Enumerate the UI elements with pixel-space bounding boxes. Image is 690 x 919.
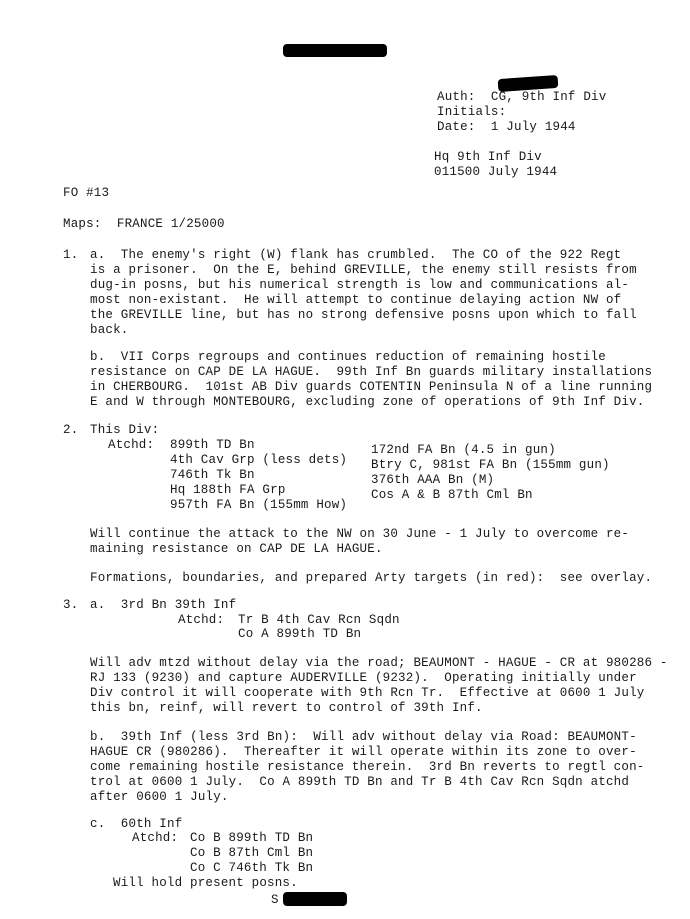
para3b-line-5: after 0600 1 July.: [90, 790, 229, 804]
footer-mark: S: [271, 893, 279, 907]
maps-line: Maps: FRANCE 1/25000: [63, 217, 225, 231]
para1a-line-2: is a prisoner. On the E, behind GREVILLE, the enemy still resists from: [90, 263, 637, 277]
para3c-title: c. 60th Inf: [90, 817, 183, 831]
redaction-bar-bottom: [283, 892, 347, 906]
para2-unit-right-1: 172nd FA Bn (4.5 in gun): [371, 443, 556, 457]
para3b-line-4: trol at 0600 1 July. Co A 899th TD Bn and Tr B 4th Cav Rcn Sqdn atchd: [90, 775, 630, 789]
para1-number: 1.: [63, 248, 79, 262]
para3b-line-3: come remaining hostile resistance therein. 3rd Bn reverts to regtl con-: [90, 760, 645, 774]
para2-unit-left-3: 746th Tk Bn: [170, 468, 255, 482]
para2-unit-left-4: Hq 188th FA Grp: [170, 483, 286, 497]
para2-atchd-label: Atchd:: [108, 438, 155, 452]
para2-unit-right-4: Cos A & B 87th Cml Bn: [371, 488, 533, 502]
redaction-bar-top: [283, 44, 387, 57]
para1a-line-5: the GREVILLE line, but has no strong defensive posns upon which to fall: [90, 308, 637, 322]
para3a-line-4: this bn, reinf, will revert to control of 39th Inf.: [90, 701, 483, 715]
para3b-line-2: HAGUE CR (980286). Thereafter it will operate within its zone to over-: [90, 745, 637, 759]
para2-unit-left-1: 899th TD Bn: [170, 438, 255, 452]
para3a-line-2: RJ 133 (9230) and capture AUDERVILLE (9232). Operating initially under: [90, 671, 637, 685]
para3a-atchd-item-1: Tr B 4th Cav Rcn Sqdn: [238, 613, 400, 627]
para3c-hold-line: Will hold present posns.: [113, 876, 298, 890]
para2-unit-right-2: Btry C, 981st FA Bn (155mm gun): [371, 458, 610, 472]
initials-line: Initials:: [437, 105, 507, 119]
para2-formations-line: Formations, boundaries, and prepared Arty targets (in red): see overlay.: [90, 571, 653, 585]
para3c-atchd-item-3: Co C 746th Tk Bn: [190, 861, 314, 875]
dtg-line: 011500 July 1944: [434, 165, 558, 179]
para3c-atchd-item-1: Co B 899th TD Bn: [190, 831, 314, 845]
para1b-line-3: in CHERBOURG. 101st AB Div guards COTENTIN Peninsula N of a line running: [90, 380, 653, 394]
para3c-atchd-item-2: Co B 87th Cml Bn: [190, 846, 314, 860]
para1b-line-4: E and W through MONTEBOURG, excluding zone of operations of 9th Inf Div.: [90, 395, 645, 409]
para2-unit-left-5: 957th FA Bn (155mm How): [170, 498, 348, 512]
para2-continue-line-2: maining resistance on CAP DE LA HAGUE.: [90, 542, 383, 556]
para1a-line-6: back.: [90, 323, 129, 337]
para3c-atchd-label: Atchd:: [132, 831, 179, 845]
para3a-title: a. 3rd Bn 39th Inf: [90, 598, 237, 612]
para1a-line-3: dug-in posns, but his numerical strength is low and communications al-: [90, 278, 630, 292]
para3a-line-1: Will adv mtzd without delay via the road; BEAUMONT - HAGUE - CR at 980286 -: [90, 656, 668, 670]
para1b-line-2: resistance on CAP DE LA HAGUE. 99th Inf Bn guards military installations: [90, 365, 653, 379]
para1b-line-1: b. VII Corps regroups and continues reduction of remaining hostile: [90, 350, 606, 364]
para3a-atchd-label: Atchd:: [178, 613, 225, 627]
para2-title: This Div:: [90, 423, 160, 437]
para2-number: 2.: [63, 423, 79, 437]
field-order-number: FO #13: [63, 186, 110, 200]
para3b-line-1: b. 39th Inf (less 3rd Bn): Will adv without delay via Road: BEAUMONT-: [90, 730, 637, 744]
para3a-atchd-item-2: Co A 899th TD Bn: [238, 627, 362, 641]
date-line: Date: 1 July 1944: [437, 120, 576, 134]
para3-number: 3.: [63, 598, 79, 612]
auth-line: Auth: CG, 9th Inf Div: [437, 90, 607, 104]
hq-line: Hq 9th Inf Div: [434, 150, 542, 164]
para2-unit-left-2: 4th Cav Grp (less dets): [170, 453, 348, 467]
para1a-line-4: most non-existant. He will attempt to continue delaying action NW of: [90, 293, 622, 307]
para2-unit-right-3: 376th AAA Bn (M): [371, 473, 495, 487]
para1a-line-1: a. The enemy's right (W) flank has crumbled. The CO of the 922 Regt: [90, 248, 622, 262]
para2-continue-line-1: Will continue the attack to the NW on 30 June - 1 July to overcome re-: [90, 527, 630, 541]
para3a-line-3: Div control it will cooperate with 9th Rcn Tr. Effective at 0600 1 July: [90, 686, 645, 700]
